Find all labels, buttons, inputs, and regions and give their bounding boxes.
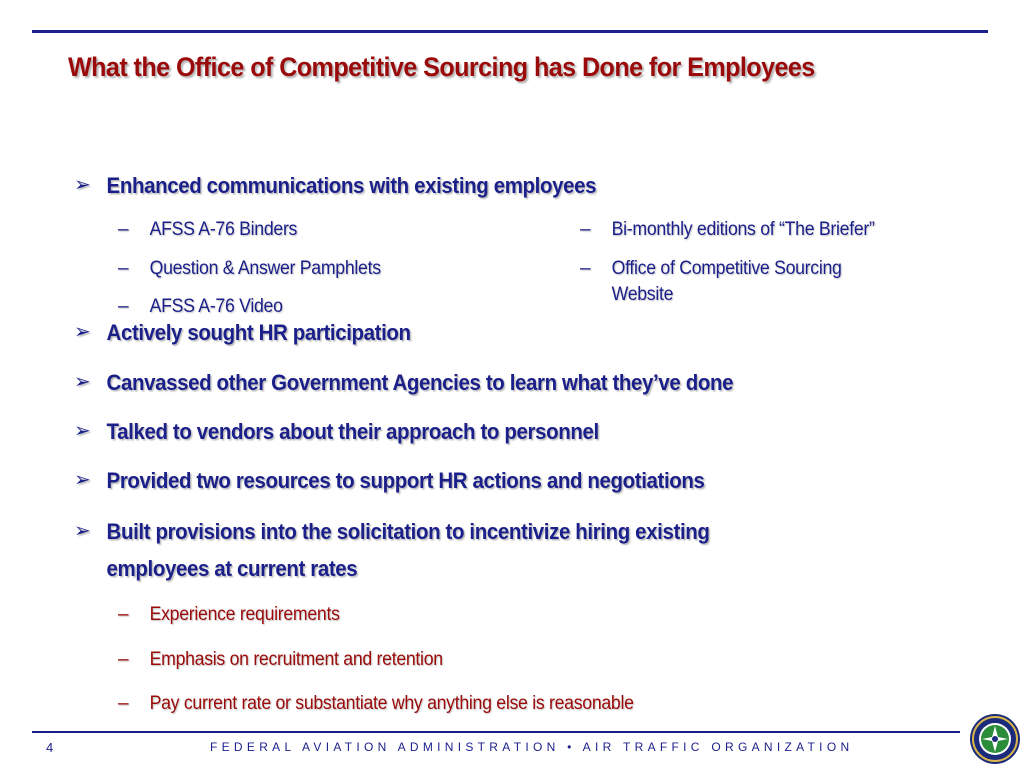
bullet-enhanced-communications (74, 167, 874, 204)
bullet-talked-to-vendors (74, 413, 874, 450)
sub-item-website (580, 256, 910, 308)
bullet-canvassed-agencies (74, 364, 874, 401)
sub-item-experience (118, 602, 818, 628)
dash-marker: – (118, 693, 129, 714)
arrow-bullet-icon: ➢ (74, 520, 91, 542)
bullet-text: Enhanced communications with existing employees (106, 173, 597, 198)
bullet-provided-resources (74, 462, 874, 499)
slide-title: What the Office of Competitive Sourcing has Done for Employees (68, 52, 815, 82)
arrow-bullet-icon: ➢ (74, 420, 91, 442)
sub-item-text: Emphasis on recruitment and retention (149, 649, 443, 670)
sub-item-text: Question & Answer Pamphlets (149, 258, 381, 279)
sub-item-text: Experience requirements (149, 604, 340, 625)
bullet-text: Actively sought HR participation (106, 320, 411, 345)
bullet-text: Built provisions into the solicitation to incentivize hiring existing employees at current rates (106, 519, 710, 581)
sub-item-text: AFSS A-76 Video (149, 296, 283, 317)
sub-item-text: Pay current rate or substantiate why anything else is reasonable (149, 693, 634, 714)
sub-item-binders (118, 217, 518, 243)
dash-marker: – (118, 296, 129, 317)
sub-item-pamphlets (118, 256, 518, 282)
top-rule (32, 30, 988, 33)
sub-item-text: Office of Competitive Sourcing Website (611, 258, 842, 305)
bullet-built-provisions (74, 513, 874, 587)
arrow-bullet-icon: ➢ (74, 371, 91, 393)
arrow-bullet-icon: ➢ (74, 174, 91, 196)
dash-marker: – (580, 219, 591, 240)
footer-text: FEDERAL AVIATION ADMINISTRATION • AIR TRAFFIC ORGANIZATION (210, 740, 854, 754)
bottom-rule (32, 731, 960, 733)
dash-marker: – (118, 604, 129, 625)
bullet-text: Provided two resources to support HR actions and negotiations (106, 468, 705, 493)
sub-item-briefer (580, 217, 980, 243)
sub-item-recruitment (118, 647, 818, 673)
faa-seal-icon (969, 713, 1021, 765)
dash-marker: – (580, 258, 591, 279)
bullet-hr-participation (74, 314, 874, 351)
arrow-bullet-icon: ➢ (74, 469, 91, 491)
sub-item-text: AFSS A-76 Binders (149, 219, 298, 240)
bullet-text: Canvassed other Government Agencies to learn what they’ve done (106, 370, 734, 395)
dash-marker: – (118, 649, 129, 670)
bullet-text: Talked to vendors about their approach to personnel (106, 419, 599, 444)
arrow-bullet-icon: ➢ (74, 321, 91, 343)
dash-marker: – (118, 219, 129, 240)
page-number: 4 (46, 740, 54, 755)
dash-marker: – (118, 258, 129, 279)
sub-item-text: Bi-monthly editions of “The Briefer” (611, 219, 875, 240)
sub-item-pay-rate (118, 691, 878, 717)
